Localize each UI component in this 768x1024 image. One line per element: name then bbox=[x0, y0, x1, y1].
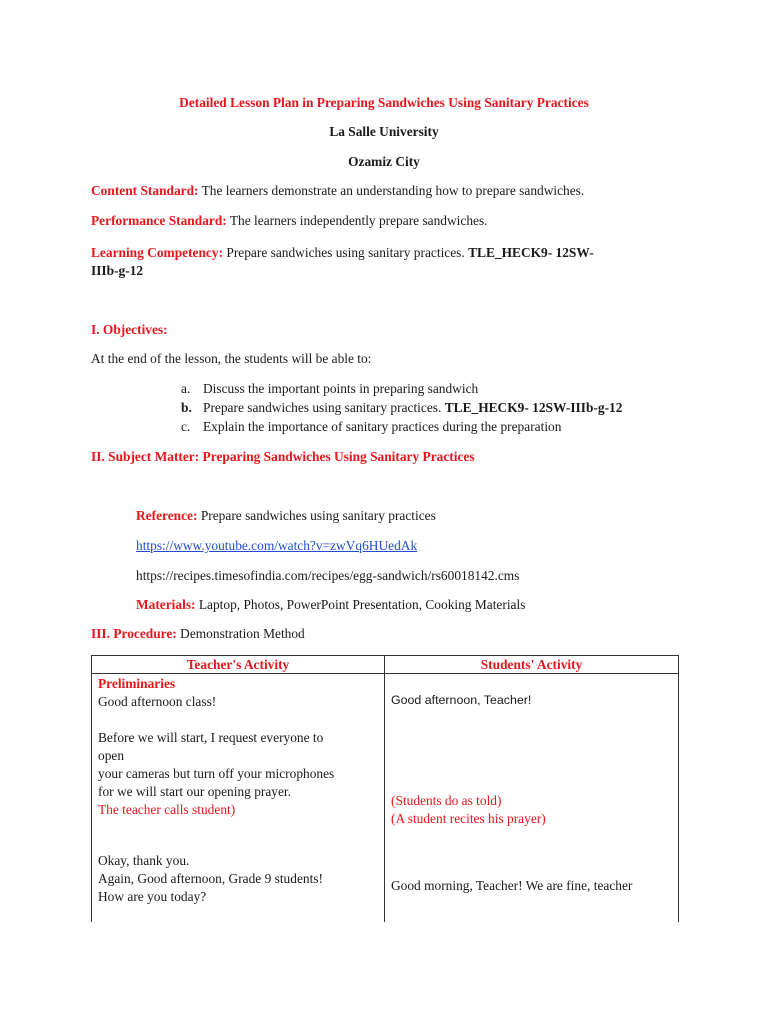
reference bbox=[136, 507, 436, 524]
competency-code-continued: IIIb-g-12 bbox=[91, 263, 144, 278]
objective-text: Prepare sandwiches using sanitary practices. bbox=[203, 400, 442, 415]
students-activity-header: Students' Activity bbox=[385, 656, 679, 674]
teacher-line: open bbox=[98, 748, 125, 763]
competency-code: TLE_HECK9- 12SW- bbox=[468, 245, 594, 260]
teacher-line: Good afternoon class! bbox=[98, 694, 217, 709]
objectives-intro: At the end of the lesson, the students will be able to: bbox=[91, 351, 372, 366]
teacher-line: Okay, thank you. bbox=[98, 853, 190, 868]
reference-label: Reference: bbox=[136, 508, 198, 523]
performance-standard bbox=[91, 212, 488, 229]
content-standard bbox=[91, 182, 584, 199]
objective-marker: c. bbox=[181, 419, 191, 434]
student-line: Good morning, Teacher! We are fine, teacher bbox=[391, 878, 633, 893]
student-line: Good afternoon, Teacher! bbox=[391, 693, 532, 707]
students-activity-cell bbox=[385, 674, 679, 923]
objective-item bbox=[181, 418, 622, 437]
learning-competency-label: Learning Competency: bbox=[91, 245, 224, 260]
materials-text: Laptop, Photos, PowerPoint Presentation, Cooking Materials bbox=[198, 597, 526, 612]
preliminaries-label: Preliminaries bbox=[98, 676, 176, 691]
teacher-activity-header: Teacher's Activity bbox=[92, 656, 385, 674]
reference-text: Prepare sandwiches using sanitary practices bbox=[200, 508, 436, 523]
objective-code: TLE_HECK9- 12SW-IIIb-g-12 bbox=[444, 400, 623, 415]
teacher-line: your cameras but turn off your microphones bbox=[98, 766, 335, 781]
city-name: Ozamiz City bbox=[348, 154, 420, 169]
objective-marker: a. bbox=[181, 381, 191, 396]
youtube-link[interactable]: https://www.youtube.com/watch?v=zwVq6HUedAk bbox=[136, 538, 418, 553]
performance-standard-text: The learners independently prepare sandwiches. bbox=[229, 213, 488, 228]
teacher-line: The teacher calls student) bbox=[98, 802, 236, 817]
student-line: (Students do as told) bbox=[391, 793, 502, 808]
subject-matter-heading: II. Subject Matter: Preparing Sandwiches Using Sanitary Practices bbox=[91, 449, 475, 464]
teacher-line: for we will start our opening prayer. bbox=[98, 784, 291, 799]
teacher-line: Again, Good afternoon, Grade 9 students! bbox=[98, 871, 323, 886]
procedure bbox=[91, 625, 305, 642]
objective-item bbox=[181, 380, 622, 399]
teacher-activity-cell bbox=[92, 674, 385, 923]
table-header-row bbox=[92, 656, 679, 674]
objective-marker: b. bbox=[181, 400, 192, 415]
learning-competency-text: Prepare sandwiches using sanitary practices. bbox=[226, 245, 465, 260]
table-row bbox=[92, 674, 679, 923]
content-standard-text: The learners demonstrate an understanding how to prepare sandwiches. bbox=[201, 183, 585, 198]
objectives-list bbox=[181, 380, 622, 437]
student-line: (A student recites his prayer) bbox=[391, 811, 546, 826]
materials-label: Materials: bbox=[136, 597, 196, 612]
procedure-label: III. Procedure: bbox=[91, 626, 177, 641]
content-standard-label: Content Standard: bbox=[91, 183, 199, 198]
learning-competency bbox=[91, 244, 594, 261]
document-title: Detailed Lesson Plan in Preparing Sandwiches Using Sanitary Practices bbox=[179, 95, 589, 110]
objective-item bbox=[181, 399, 622, 418]
teacher-line: Before we will start, I request everyone to bbox=[98, 730, 324, 745]
performance-standard-label: Performance Standard: bbox=[91, 213, 227, 228]
recipe-link-text: https://recipes.timesofindia.com/recipes/egg-sandwich/rs60018142.cms bbox=[136, 568, 520, 583]
activity-table bbox=[91, 655, 679, 922]
objective-text: Discuss the important points in preparing sandwich bbox=[203, 381, 479, 396]
materials bbox=[136, 596, 525, 613]
objective-text: Explain the importance of sanitary practices during the preparation bbox=[203, 419, 562, 434]
teacher-line: How are you today? bbox=[98, 889, 207, 904]
school-name: La Salle University bbox=[329, 124, 439, 139]
objectives-heading: I. Objectives: bbox=[91, 322, 168, 337]
procedure-text: Demonstration Method bbox=[180, 626, 305, 641]
